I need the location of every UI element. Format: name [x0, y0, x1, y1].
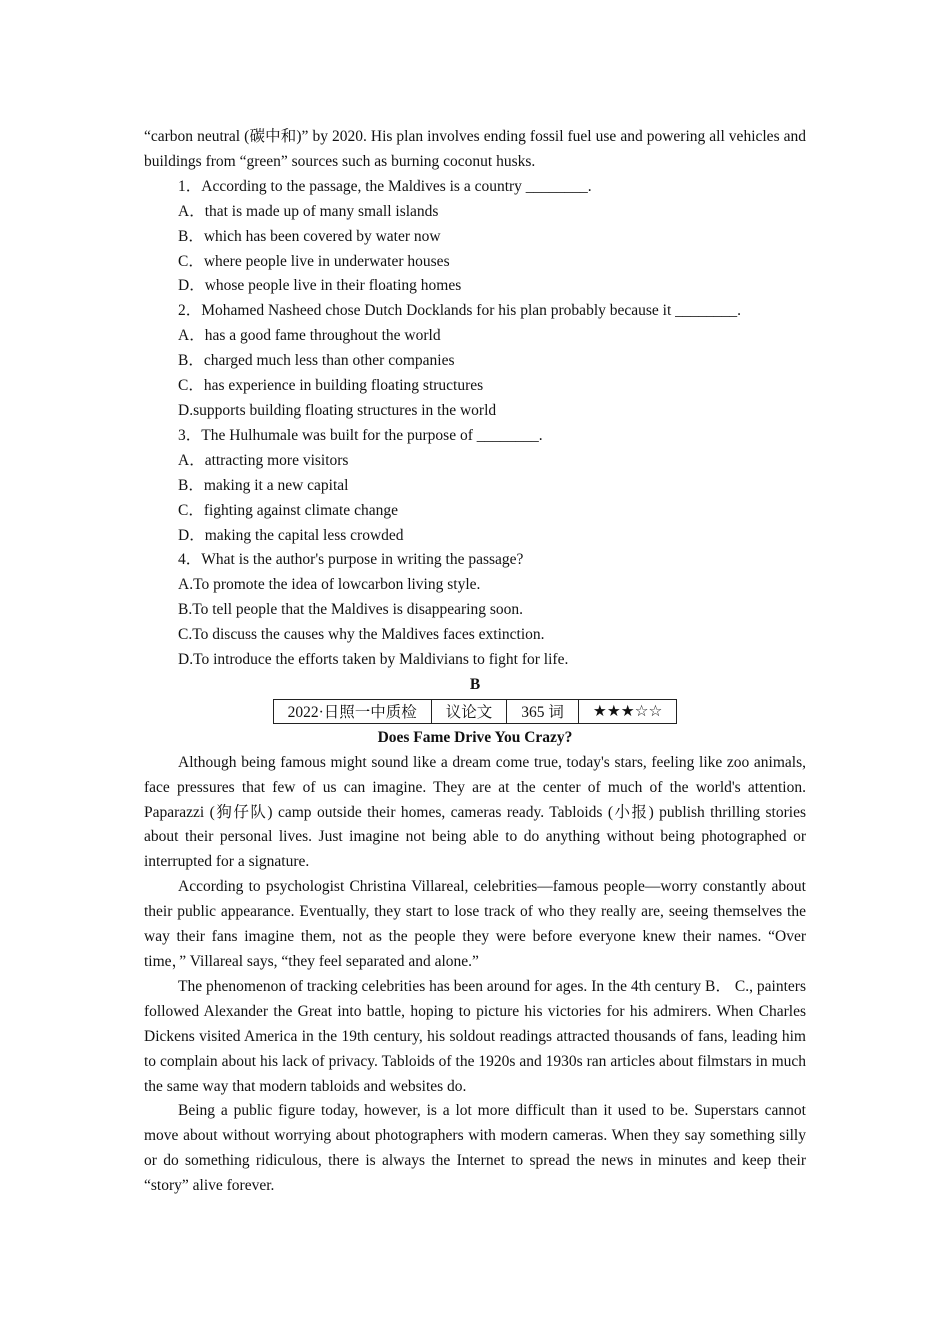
question-option: B．making it a new capital — [178, 476, 349, 494]
passage-paragraph-1: Although being famous might sound like a dream come true, today's stars, feeling like zoo animals, face pressures that few of us can imagine. They are at the center of much of the world's attention. Paparazzi (狗仔队) camp outside their homes, cameras ready. Tabloids (小报) publish thrilling stories about their personal lives. Just imagine not being able to do anything without being photographed or interrupted for a signature. — [144, 753, 806, 871]
question-stem: 3．The Hulhumale was built for the purpose of ________. — [178, 426, 543, 444]
question-2 — [144, 299, 806, 424]
info-genre: 议论文 — [431, 699, 507, 723]
question-option: C．has experience in building floating structures — [178, 377, 484, 395]
question-option: D.To introduce the efforts taken by Maldivians to fight for life. — [178, 651, 569, 669]
passage-title: Does Fame Drive You Crazy? — [377, 728, 573, 746]
question-option: D.supports building floating structures in the world — [178, 401, 497, 419]
question-option: D．whose people live in their floating homes — [178, 277, 462, 295]
intro-paragraph: “carbon neutral (碳中和)” by 2020. His plan involves ending fossil fuel use and powering all vehicles and buildings from “green” sources such as burning coconut husks. — [144, 128, 806, 170]
info-word-count: 365 词 — [507, 699, 579, 723]
info-difficulty-stars: ★★★☆☆ — [578, 699, 676, 723]
question-4 — [144, 548, 806, 673]
question-option: C.To discuss the causes why the Maldives faces extinction. — [178, 626, 545, 644]
question-option: A．attracting more visitors — [178, 451, 349, 469]
passage-paragraph-2: According to psychologist Christina Villareal, celebrities—famous people—worry constantly about their public appearance. Eventually, they start to lose track of who they really are, seeing themselves the way their fans imagine them, not as the people they were before everyone knew their names. “Over time，” Villareal says, “they feel separated and alone.” — [144, 878, 806, 970]
question-option: B．which has been covered by water now — [178, 227, 441, 245]
question-option: A.To promote the idea of lowcarbon living style. — [178, 576, 481, 594]
question-option: C．where people live in underwater houses — [178, 252, 450, 270]
passage-paragraph-4: Being a public figure today, however, is a lot more difficult than it used to be. Superstars cannot move about without worrying about photographers with modern cameras. When they say something silly or do something ridiculous, there is always the Internet to spread the news in minutes and keep their “story” alive forever. — [144, 1102, 806, 1195]
question-1 — [144, 175, 806, 300]
question-stem: 4．What is the author's purpose in writing the passage? — [178, 551, 524, 569]
question-option: A．that is made up of many small islands — [178, 202, 439, 220]
question-option: B.To tell people that the Maldives is disappearing soon. — [178, 601, 524, 619]
passage-paragraph-3: The phenomenon of tracking celebrities has been around for ages. In the 4th century B． C., painters followed Alexander the Great into battle, hoping to picture his victories for his admirers. When Charles Dickens visited America in the 19th century, his soldout readings attracted thousands of fans, leading him to complain about his lack of privacy. Tabloids of the 1920s and 1930s ran articles about filmstars in much the same way that modern tabloids and websites do. — [144, 977, 806, 1095]
question-option: A．has a good fame throughout the world — [178, 327, 441, 345]
question-3 — [144, 424, 806, 549]
question-option: D．making the capital less crowded — [178, 526, 404, 544]
question-option: C．fighting against climate change — [178, 501, 398, 519]
question-stem: 1．According to the passage, the Maldives is a country ________. — [178, 177, 592, 195]
document-page — [144, 125, 806, 1199]
info-source: 2022·日照一中质检 — [273, 699, 431, 723]
section-label: B — [469, 675, 481, 693]
question-option: B．charged much less than other companies — [178, 352, 455, 370]
passage-info-table — [273, 699, 678, 724]
question-stem: 2．Mohamed Nasheed chose Dutch Docklands for his plan probably because it ________. — [178, 302, 742, 320]
